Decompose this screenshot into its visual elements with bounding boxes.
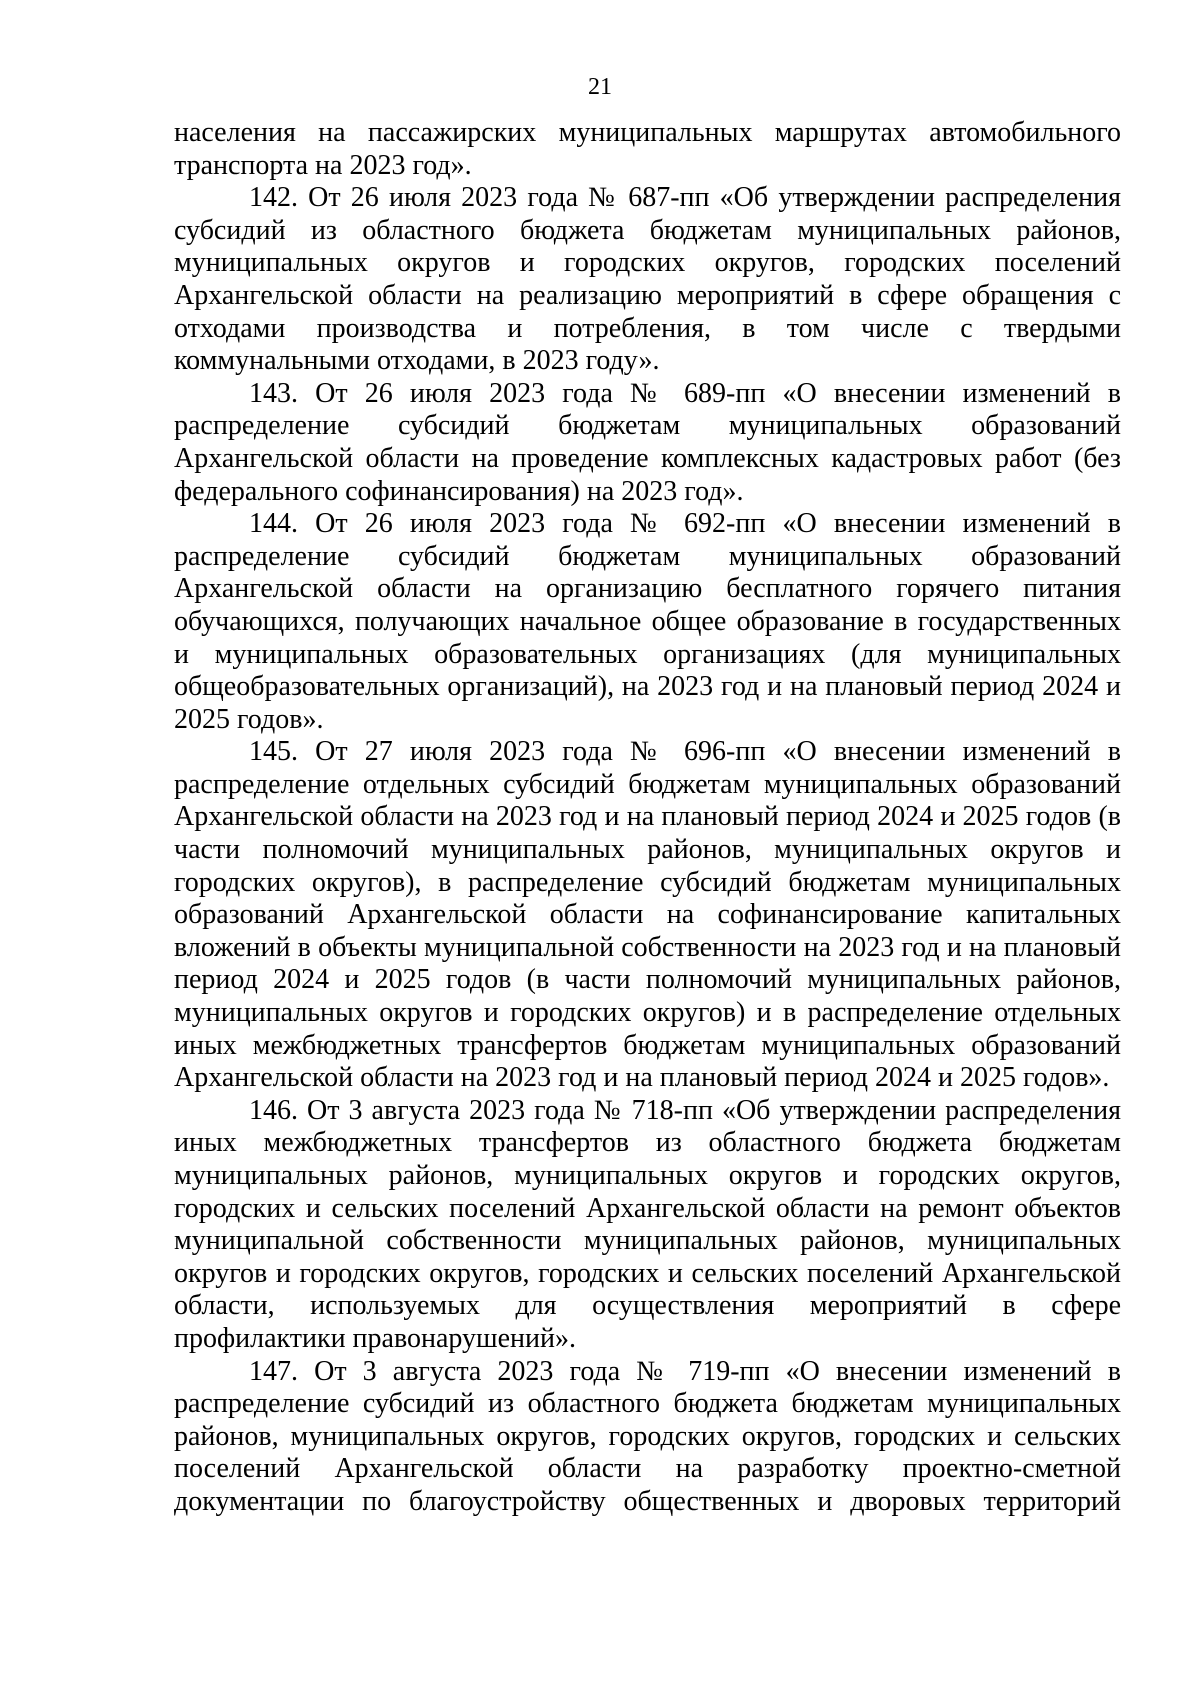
paragraph-continuation: населения на пассажирских муниципальных маршрутах автомобильного транспорта на 2023 год».: [174, 117, 1121, 181]
paragraph-item-144: 144. От 26 июля 2023 года № 692-пп «О внесении изменений в распределение субсидий бюджетам муниципальных образований Архангельской области на организацию бесплатного горячего питания обучающихся, получающих начальное общее образование в государственных и муниципальных образовательных организациях (для муниципальных общеобразовательных организаций), на 2023 год и на плановый период 2024 и 2025 годов».: [174, 508, 1121, 735]
paragraph-item-146: 146. От 3 августа 2023 года № 718-пп «Об утверждении распределения иных межбюджетных трансфертов из областного бюджета бюджетам муниципальных районов, муниципальных округов и городских округов, городских и сельских поселений Архангельской области на ремонт объектов муниципальной собственности муниципальных районов, муниципальных округов и городских округов, городских и сельских поселений Архангельской области, используемых для осуществления мероприятий в сфере профилактики правонарушений».: [174, 1094, 1121, 1354]
page-number: 21: [588, 74, 612, 100]
paragraph-item-145: 145. От 27 июля 2023 года № 696-пп «О внесении изменений в распределение отдельных субсидий бюджетам муниципальных образований Архангельской области на 2023 год и на плановый период 2024 и 2025 годов (в части полномочий муниципальных районов, муниципальных округов и городских округов), в распределение субсидий бюджетам муниципальных образований Архангельской области на софинансирование капитальных вложений в объекты муниципальной собственности на 2023 год и на плановый период 2024 и 2025 годов (в части полномочий муниципальных районов, муниципальных округов и городских округов) и в распределение отдельных иных межбюджетных трансфертов бюджетам муниципальных образований Архангельской области на 2023 год и на плановый период 2024 и 2025 годов».: [174, 736, 1121, 1094]
paragraph-item-147: 147. От 3 августа 2023 года № 719-пп «О внесении изменений в распределение субсидий из областного бюджета бюджетам муниципальных районов, муниципальных округов, городских округов, городских и сельских поселений Архангельской области на разработку проектно-сметной документации по благоустройству общественных и дворовых территорий: [174, 1355, 1121, 1517]
document-body: [174, 117, 1121, 1519]
paragraph-item-143: 143. От 26 июля 2023 года № 689-пп «О внесении изменений в распределение субсидий бюджетам муниципальных образований Архангельской области на проведение комплексных кадастровых работ (без федерального софинансирования) на 2023 год».: [174, 377, 1121, 507]
paragraph-item-142: 142. От 26 июля 2023 года № 687-пп «Об утверждении распределения субсидий из областного бюджета бюджетам муниципальных районов, муниципальных округов и городских округов, городских поселений Архангельской области на реализацию мероприятий в сфере обращения с отходами производства и потребления, в том числе с твердыми коммунальными отходами, в 2023 году».: [174, 182, 1121, 377]
